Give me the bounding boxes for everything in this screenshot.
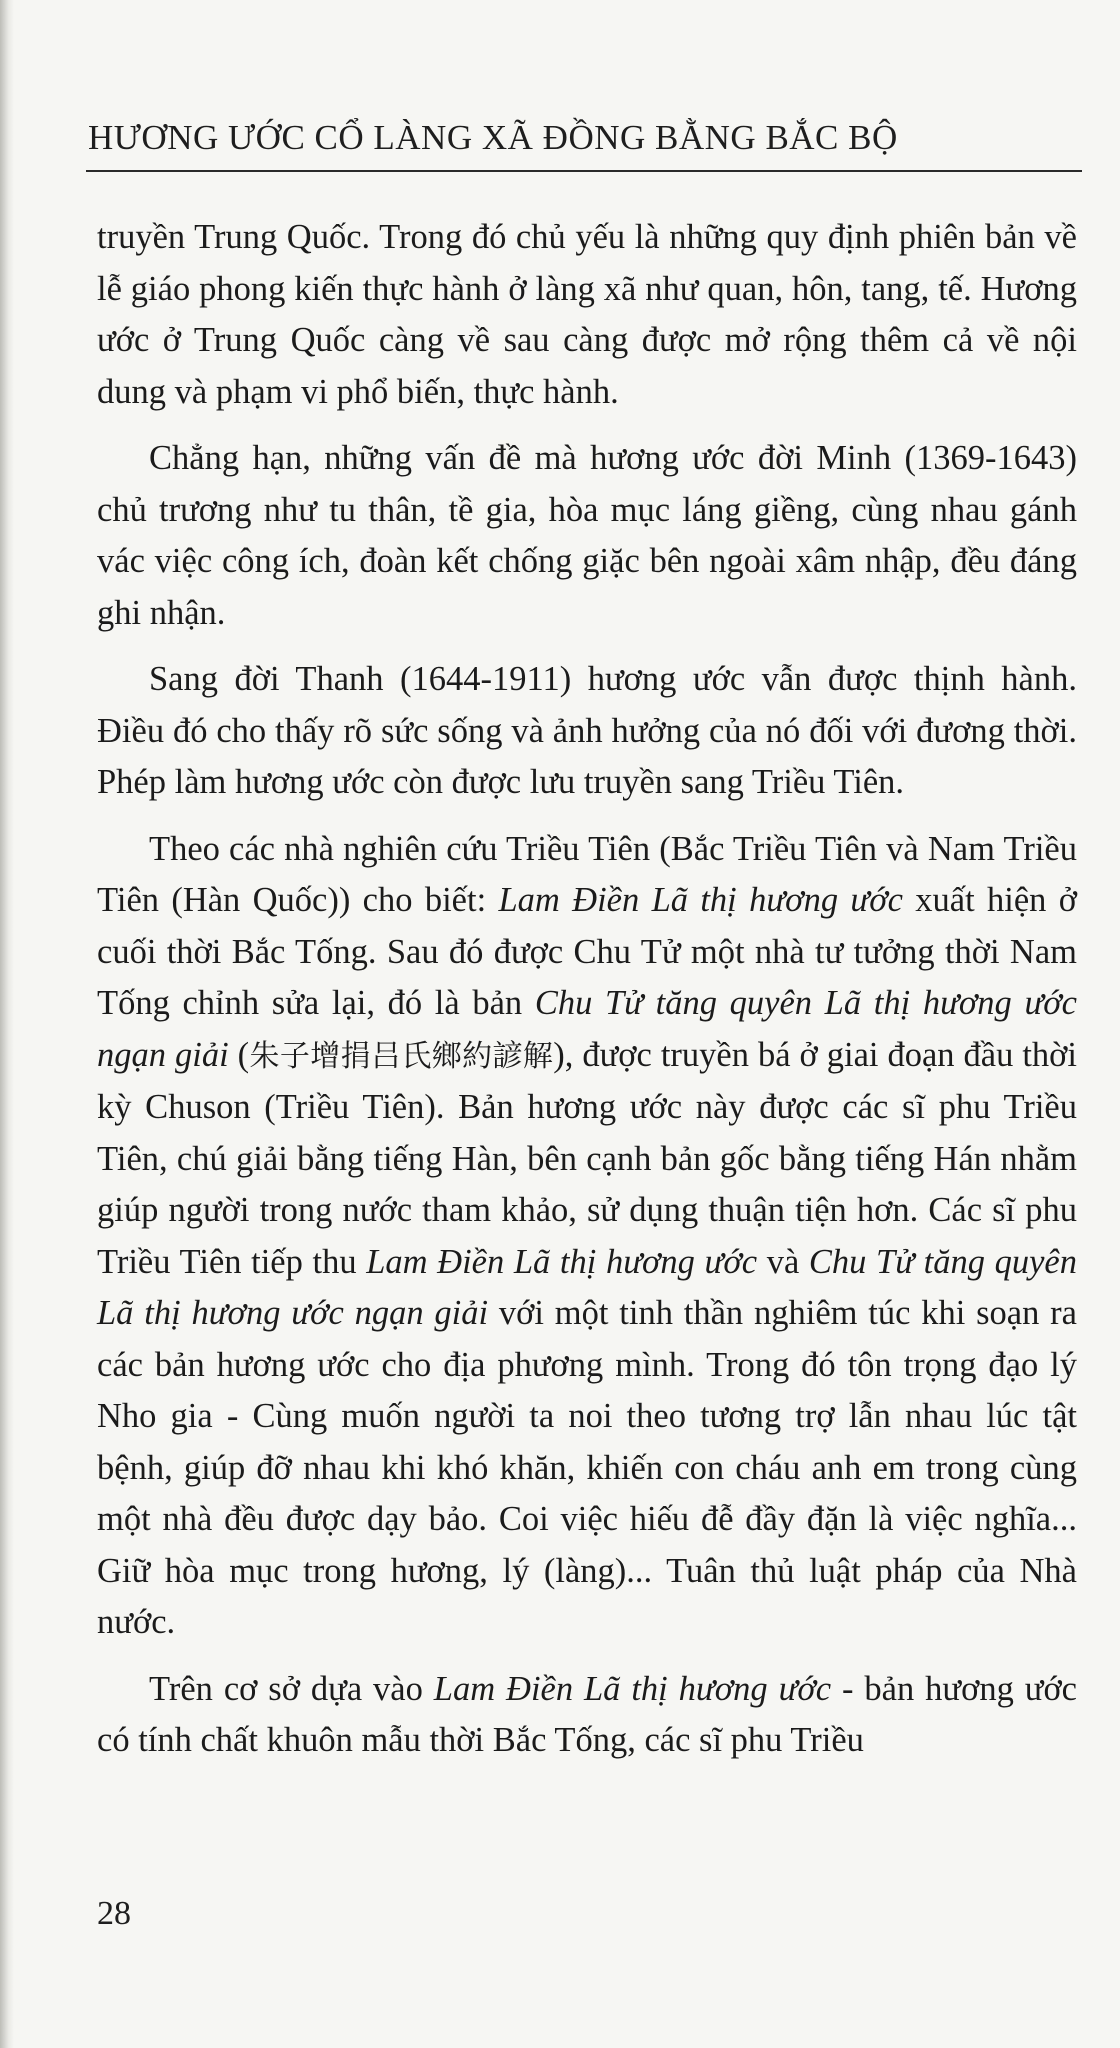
body-text xyxy=(97,212,1077,1767)
paragraph-1: truyền Trung Quốc. Trong đó chủ yếu là những quy định phiên bản về lễ giáo phong kiến thực hành ở làng xã như quan, hôn, tang, tế. Hương ước ở Trung Quốc càng về sau càng được mở rộng thêm cả về nội dung và phạm vi phổ biến, thực hành. xyxy=(97,218,1077,411)
paragraph-5 xyxy=(97,1664,1077,1767)
paragraph-3: Sang đời Thanh (1644-1911) hương ước vẫn được thịnh hành. Điều đó cho thấy rõ sức sống và ảnh hưởng của nó đối với đương thời. Phép làm hương ước còn được lưu truyền sang Triều Tiên. xyxy=(97,660,1077,801)
paragraph-4-text-6: với một tinh thần nghiêm túc khi soạn ra các bản hương ước cho địa phương mình. Trong đó tôn trọng đạo lý Nho gia - Cùng muốn người ta noi theo tương trợ lẫn nhau lúc tật bệnh, giúp đỡ nhau khi khó khăn, khiến con cháu anh em trong cùng một nhà đều được dạy bảo. Coi việc hiếu đễ đầy đặn là việc nghĩa... Giữ hòa mục trong hương, lý (làng)... Tuân thủ luật pháp của Nhà nước. xyxy=(97,1294,1077,1641)
title-chu-tu-tang-quyen: Chu Tử tăng quyên Lã thị hương ước ngạn giải xyxy=(97,984,1077,1074)
title-lam-dien-la-thi-huong-uoc-3: Lam Điền Lã thị hương ước xyxy=(433,1669,832,1708)
header-rule xyxy=(86,170,1082,172)
title-lam-dien-la-thi-huong-uoc: Lam Điền Lã thị hương ước xyxy=(498,881,903,919)
running-head: HƯƠNG ƯỚC CỔ LÀNG XÃ ĐỒNG BẰNG BẮC BỘ xyxy=(88,118,898,157)
page-edge-shadow xyxy=(0,0,14,2048)
title-chu-tu-tang-quyen-2: Chu Tử tăng quyên Lã thị hương ước ngạn giải xyxy=(97,1242,1077,1332)
paragraph-4-text-4: ), được truyền bá ở giai đoạn đầu thời kỳ Chuson (Triều Tiên). Bản hương ước này được các sĩ phu Triều Tiên, chú giải bằng tiếng Hàn, bên cạnh bản gốc bằng tiếng Hán nhằm giúp người trong nước tham khảo, sử dụng thuận tiện hơn. Các sĩ phu Triều Tiên tiếp thu xyxy=(97,1035,1078,1281)
paragraph-4 xyxy=(97,824,1077,1649)
paragraph-4-text-1: Theo các nhà nghiên cứu Triều Tiên (Bắc Triều Tiên và Nam Triều Tiên (Hàn Quốc)) cho biết: xyxy=(97,829,1077,919)
chinese-title-characters: 朱子增捐吕氏鄉約諺解 xyxy=(249,1038,554,1074)
paragraph-5-text-1: Trên cơ sở dựa vào xyxy=(149,1669,434,1708)
paragraph-5-text-2: - bản hương ước có tính chất khuôn mẫu thời Bắc Tống, các sĩ phu Triều xyxy=(97,1669,1077,1759)
page-number: 28 xyxy=(97,1895,131,1932)
paragraph-4-text-2: xuất hiện ở cuối thời Bắc Tống. Sau đó được Chu Tử một nhà tư tưởng thời Nam Tống chỉnh sửa lại, đó là bản xyxy=(97,881,1077,1022)
paragraph-2: Chẳng hạn, những vấn đề mà hương ước đời Minh (1369-1643) chủ trương như tu thân, tề gia, hòa mục láng giềng, cùng nhau gánh vác việc công ích, đoàn kết chống giặc bên ngoài xâm nhập, đều đáng ghi nhận. xyxy=(97,439,1077,632)
title-lam-dien-la-thi-huong-uoc-2: Lam Điền Lã thị hương ước xyxy=(366,1242,758,1281)
paragraph-4-text-3: ( xyxy=(228,1035,250,1074)
paragraph-4-text-5: và xyxy=(757,1242,809,1281)
